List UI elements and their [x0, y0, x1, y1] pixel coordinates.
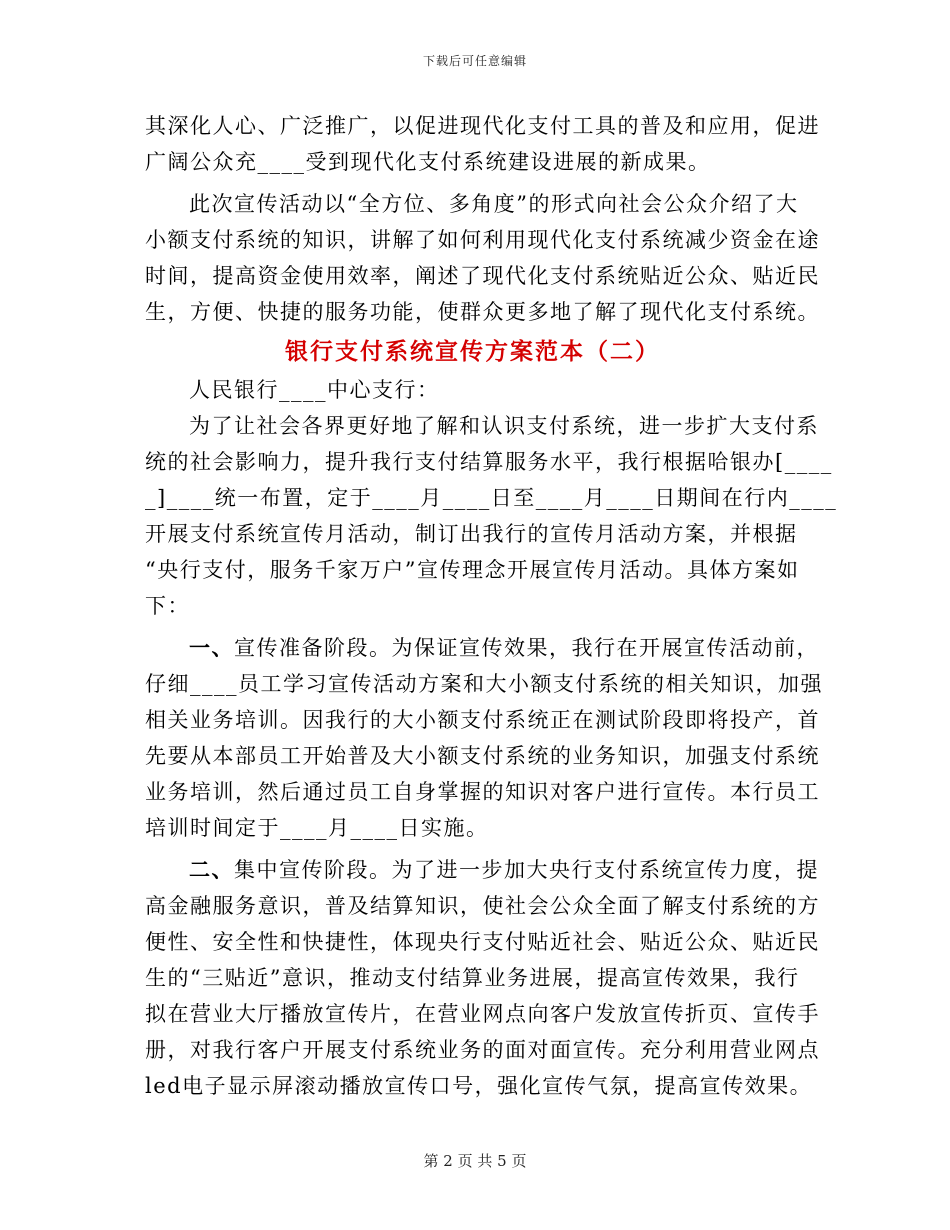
- para1-line-2: 广阔公众充____受到现代化支付系统建设进展的新成果。: [145, 150, 711, 174]
- section1-line-3: 相关业务培训。因我行的大小额支付系统正在测试阶段即将投产，首: [145, 708, 820, 732]
- section2-first-line: [145, 852, 819, 888]
- section2-line-5: 拟在营业大厅播放宣传片，在营业网点向客户发放宣传折页、宣传手: [145, 1002, 820, 1026]
- para2-line-4: 生，方便、快捷的服务功能，使群众更多地了解了现代化支付系统。: [145, 300, 820, 324]
- para3-line-2: 统的社会影响力，提升我行支付结算服务水平，我行根据哈银办[____: [145, 450, 833, 474]
- para3-line-6: 下：: [145, 594, 190, 618]
- section2-line-3: 便性、安全性和快捷性，体现央行支付贴近社会、贴近公众、贴近民: [145, 930, 820, 954]
- section2-line-6: 册，对我行客户开展支付系统业务的面对面宣传。充分利用营业网点: [145, 1038, 820, 1062]
- section2-first-text: 集中宣传阶段。为了进一步加大央行支付系统宣传力度，提: [234, 858, 819, 882]
- section2-line-2: 高金融服务意识，普及结算知识，使社会公众全面了解支付系统的方: [145, 894, 820, 918]
- para3-line-1: 为了让社会各界更好地了解和认识支付系统，进一步扩大支付系: [189, 414, 819, 438]
- section1-line-4: 先要从本部员工开始普及大小额支付系统的业务知识，加强支付系统: [145, 744, 820, 768]
- section1-first-text: 宣传准备阶段。为保证宣传效果，我行在开展宣传活动前，: [234, 636, 819, 660]
- section1-line-6: 培训时间定于____月____日实施。: [145, 816, 489, 840]
- salutation: 人民银行____中心支行：: [189, 378, 440, 402]
- para3-line-4: 开展支付系统宣传月活动，制订出我行的宣传月活动方案，并根据: [145, 522, 798, 546]
- section1-line-2: 仔细____员工学习宣传活动方案和大小额支付系统的相关知识，加强: [145, 672, 823, 696]
- section-title: 银行支付系统宣传方案范本（二）: [285, 338, 660, 365]
- para2-line-3: 时间，提高资金使用效率，阐述了现代化支付系统贴近公众、贴近民: [145, 264, 820, 288]
- para3-line-5: “央行支付，服务千家万户”宣传理念开展宣传月活动。具体方案如: [145, 558, 800, 582]
- section2-label: 二、: [189, 857, 234, 882]
- section2-line-7: led电子显示屏滚动播放宣传口号，强化宣传气氛，提高宣传效果。: [145, 1074, 813, 1098]
- section1-label: 一、: [189, 635, 234, 660]
- document-body: [145, 108, 838, 1104]
- para2-line-1: 此次宣传活动以“全方位、多角度”的形式向社会公众介绍了大: [189, 192, 799, 216]
- section1-first-line: [145, 630, 819, 666]
- para3-line-3: _]____统一布置，定于____月____日至____月____日期间在行内____: [145, 486, 838, 510]
- para1-line-1: 其深化人心、广泛推广，以促进现代化支付工具的普及和应用，促进: [145, 114, 820, 138]
- section2-line-4: 生的“三贴近”意识，推动支付结算业务进展，提高宣传效果，我行: [145, 966, 800, 990]
- para2-line-2: 小额支付系统的知识，讲解了如何利用现代化支付系统减少资金在途: [145, 228, 820, 252]
- page-header: 下载后可任意编辑: [422, 54, 527, 68]
- page-footer: 第 2 页 共 5 页: [423, 1152, 527, 1170]
- section1-line-5: 业务培训，然后通过员工自身掌握的知识对客户进行宣传。本行员工: [145, 780, 820, 804]
